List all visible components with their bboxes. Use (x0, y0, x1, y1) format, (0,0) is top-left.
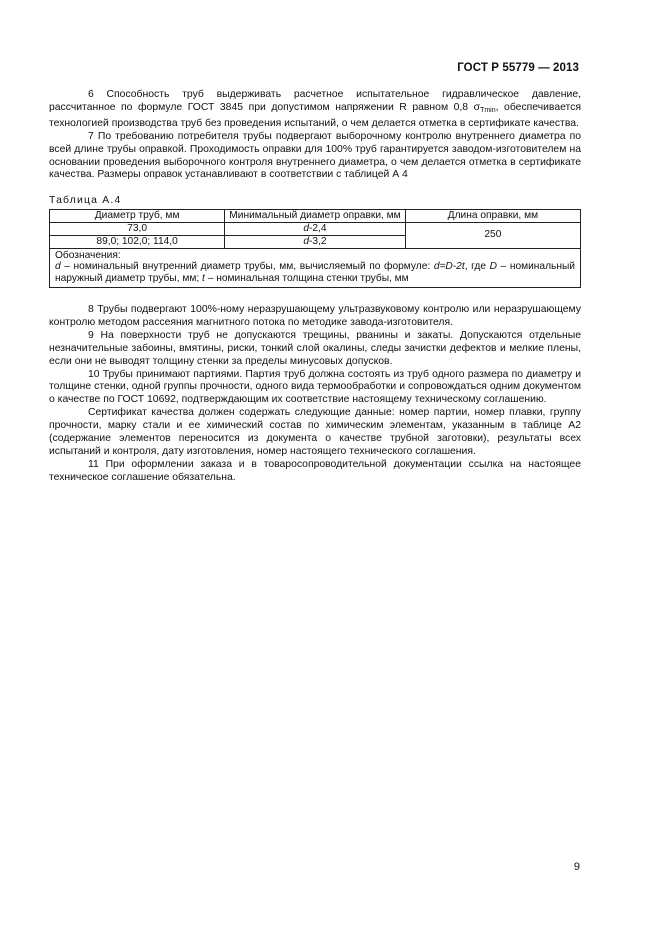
symbol-D: D (489, 261, 497, 273)
header-pipe-diameter: Диаметр труб, мм (50, 210, 225, 223)
paragraph-10: 10 Трубы принимают партиями. Партия труб должна состоять из труб одного размера по диаметру и толщине стенки, одной группы прочности, одного вида термообработки и сопровождаться одним документом о качестве по ГОСТ 10692, подтверждающим их соответствие настоящему техническому соглашению. (49, 368, 581, 406)
cell-mandrel (225, 235, 406, 248)
page-number: 9 (573, 861, 580, 873)
document-code: ГОСТ Р 55779 — 2013 (457, 62, 579, 74)
cell-mandrel-value: -3,2 (309, 235, 327, 247)
cell-mandrel-symbol: d (303, 235, 310, 247)
cell-mandrel-value: -2,4 (309, 223, 327, 235)
table-header-row (50, 210, 581, 223)
table-caption: Таблица А.4 (49, 195, 122, 207)
paragraph-6-text-a: 6 Способность труб выдерживать расчетное испытательное гидравлическое давление, рассчитанное по формуле ГОСТ 3845 при допустимом напряжении R равном 0,8 σ (49, 89, 581, 113)
notes-text-b: , где (464, 261, 490, 273)
notes-text (55, 261, 575, 285)
paragraph-8: 8 Трубы подвергают 100%-ному неразрушающему ультразвуковому контролю или неразрушающему контролю методом рассеяния магнитного потока по методике завода-изготовителя. (49, 304, 581, 328)
symbol-t: t (202, 273, 205, 285)
cell-mandrel (225, 223, 406, 236)
notes-text-c: – номинальный наружный диаметр трубы, мм; (55, 261, 575, 285)
table-row (50, 223, 581, 236)
header-mandrel-diameter: Минимальный диаметр оправки, мм (225, 210, 406, 223)
sigma-subscript: Tmin (480, 106, 496, 114)
paragraph-9: 9 На поверхности труб не допускаются трещины, рванины и закаты. Допускаются отдельные незначительные забоины, вмятины, риски, тонкий слой окалины, следы зачистки дефектов и мелкие плены, если они не выводят толщину стенки за пределы минусовых допусков. (49, 329, 581, 367)
paragraph-6 (49, 89, 581, 131)
document-body (49, 89, 581, 485)
notes-text-e: – номинальная толщина стенки трубы, мм (204, 273, 409, 285)
formula: d=D-2t (433, 261, 465, 273)
header-mandrel-length: Длина оправки, мм (405, 210, 580, 223)
mandrel-table (49, 209, 581, 288)
paragraph-6-text-b: , обеспечивается технологией производства труб без проведения испытаний, о чем делается отметка в сертификате качества. (49, 101, 582, 129)
paragraph-10-certificate: Сертификат качества должен содержать следующие данные: номер партии, номер плавки, группу прочности, марку стали и ее химический состав по химическим элементам, указанным в таблице А2 (содержание элементов переносится из документа о качестве трубной заготовки), результаты всех испытаний и контроля, дату изготовления, номер настоящего технического соглашения. (49, 407, 581, 457)
cell-diameter: 89,0; 102,0; 114,0 (50, 235, 225, 248)
symbol-d: d (55, 261, 61, 273)
paragraph-11: 11 При оформлении заказа и в товаросопроводительной документации ссылка на настоящее техническое соглашение обязательна. (49, 458, 581, 483)
cell-diameter: 73,0 (50, 223, 225, 236)
cell-mandrel-symbol: d (303, 223, 310, 235)
table-notes-row (50, 248, 581, 287)
cell-length: 250 (405, 223, 580, 249)
notes-title: Обозначения: (55, 249, 121, 261)
notes-text-a: – номинальный внутренний диаметр трубы, мм, вычисляемый по формуле: (60, 261, 434, 273)
paragraph-7: 7 По требованию потребителя трубы подвергают выборочному контролю внутреннего диаметра по всей длине трубы оправкой. Проходимость оправки для 100% труб гарантируется заводом-изготовителем на основании проведения выборочного контроля внутреннего диаметра, о чем делается отметка в сертификате качества. Размеры оправок устанавливают в соответствии с таблицей А 4 (49, 130, 581, 181)
table-notes (50, 248, 581, 287)
